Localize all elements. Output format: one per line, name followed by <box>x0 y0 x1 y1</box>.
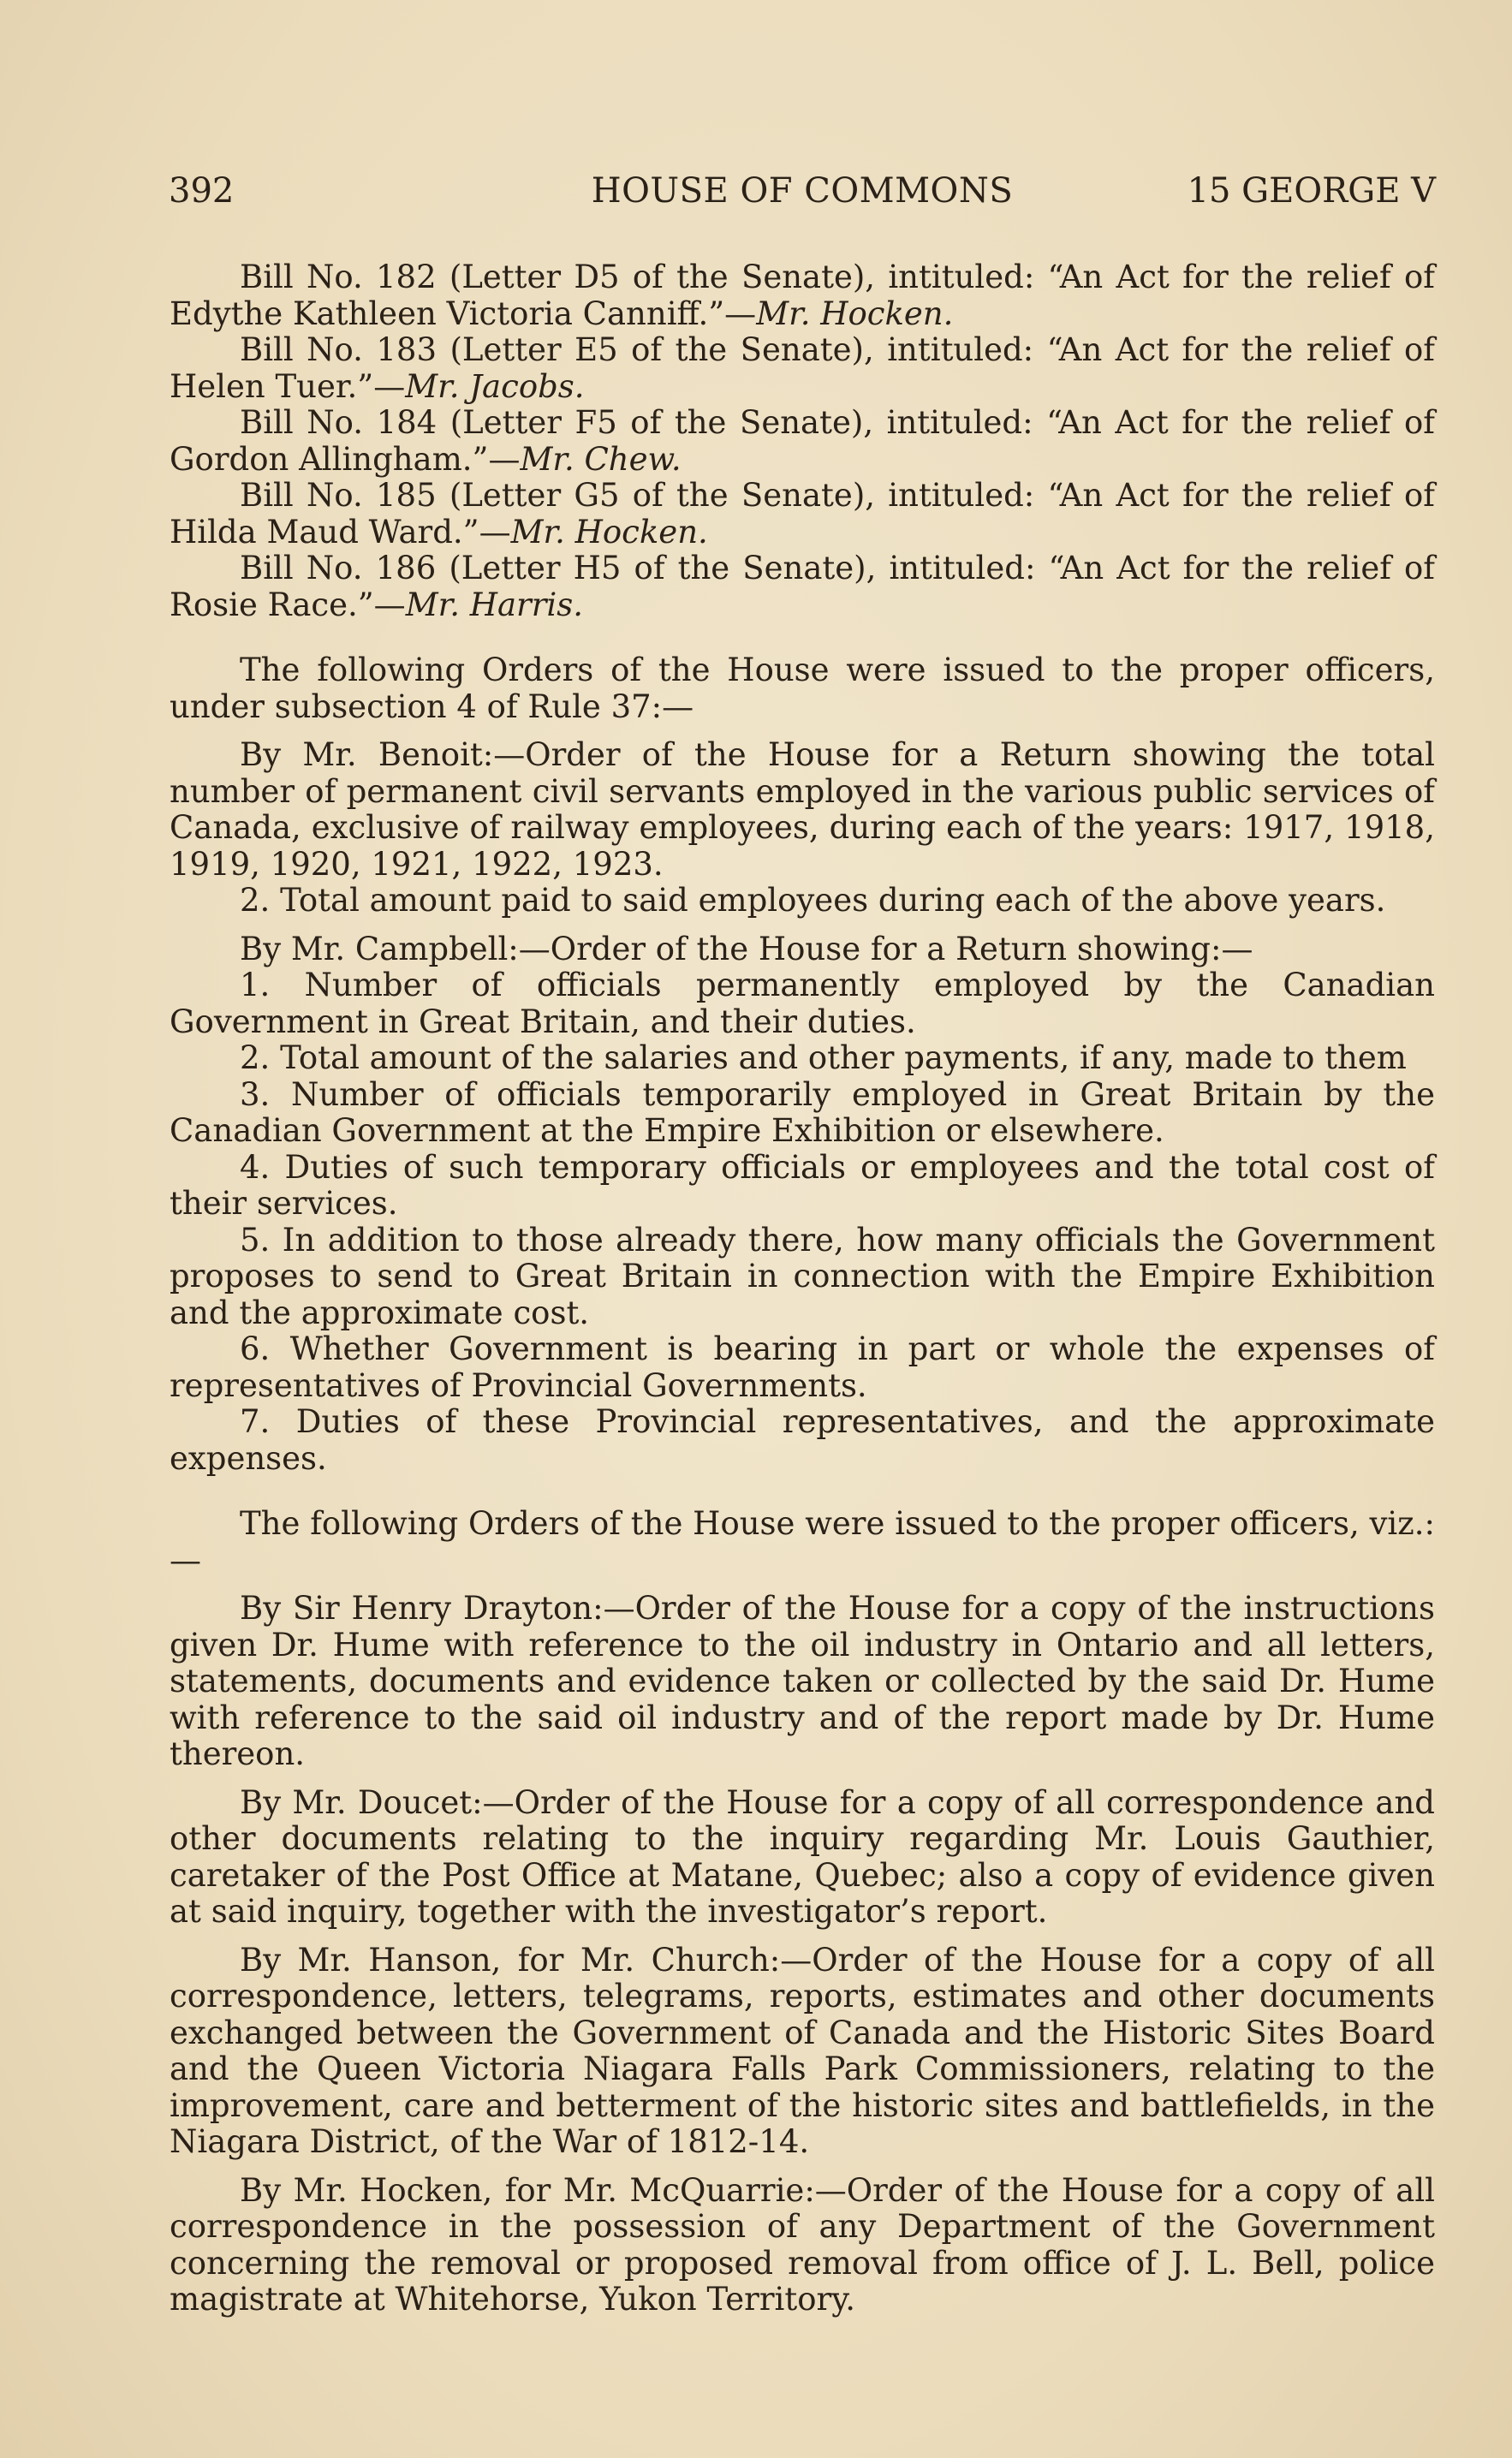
order-doucet: By Mr. Doucet:—Order of the House for a copy of all correspondence and other documents relating to the inquiry regarding Mr. Louis Gauthier, caretaker of the Post Office at Matane, Quebec; also a copy of evidence given at said inquiry, together with the investigator’s report. <box>170 1783 1435 1930</box>
page-title: HOUSE OF COMMONS <box>591 171 1014 211</box>
order-hocken: By Mr. Hocken, for Mr. McQuarrie:—Order of the House for a copy of all correspondence in the possession of any Department of the Government concerning the removal or proposed removal from office of J. L. Bell, police magistrate at Whitehorse, Yukon Territory. <box>170 2171 1435 2318</box>
orders-viz <box>170 1506 1435 2318</box>
page-header <box>169 168 1436 214</box>
order-item: 5. In addition to those already there, how many officials the Government proposes to send to Great Britain in connection with the Empire Exhibition and the approximate cost. <box>170 1221 1435 1331</box>
bills-list <box>170 259 1435 623</box>
orders-rule-37 <box>170 652 1435 1477</box>
order-item: 3. Number of officials temporarily employed in Great Britain by the Canadian Government at the Empire Exhibition or elsewhere. <box>170 1075 1435 1149</box>
order-drayton: By Sir Henry Drayton:—Order of the House for a copy of the instructions given Dr. Hume with reference to the oil industry in Ontario and all letters, statements, documents and evidence taken or collected by the said Dr. Hume with reference to the said oil industry and of the report made by Dr. Hume thereon. <box>170 1590 1435 1772</box>
order-item: 2. Total amount of the salaries and other payments, if any, made to them <box>240 1039 1407 1076</box>
bill-member: Mr. Hocken. <box>510 513 708 551</box>
bill-entry: Bill No. 182 (Letter D5 of the Senate), intituled: “An Act for the relief of Edythe Kathleen Victoria Canniff.”—Mr. Hocken. <box>170 259 1435 332</box>
order-item: 1. Number of officials permanently employed by the Canadian Government in Great Britain, and their duties. <box>170 967 1435 1040</box>
bill-entry: Bill No. 183 (Letter E5 of the Senate), intituled: “An Act for the relief of Helen Tuer.”—Mr. Jacobs. <box>170 331 1435 405</box>
bill-member: Mr. Harris. <box>405 586 583 623</box>
order-campbell: By Mr. Campbell:—Order of the House for a Return showing:— <box>240 930 1253 967</box>
order-item: 7. Duties of these Provincial representatives, and the approximate expenses. <box>170 1403 1435 1477</box>
bill-entry: Bill No. 185 (Letter G5 of the Senate), intituled: “An Act for the relief of Hilda Maud Ward.”—Mr. Hocken. <box>170 477 1435 551</box>
order-item: 6. Whether Government is bearing in part or whole the expenses of representatives of Provincial Governments. <box>170 1330 1435 1404</box>
bill-member: Mr. Hocken. <box>756 295 954 332</box>
page-number: 392 <box>169 171 235 211</box>
order-hanson: By Mr. Hanson, for Mr. Church:—Order of the House for a copy of all correspondence, letters, telegrams, reports, estimates and other documents exchanged between the Government of Canada and the Historic Sites Board and the Queen Victoria Niagara Falls Park Commissioners, relating to the improvement, care and betterment of the historic sites and battlefields, in the Niagara District, of the War of 1812-14. <box>170 1941 1435 2160</box>
bill-member: Mr. Chew. <box>520 440 682 478</box>
page-body <box>170 259 1435 2318</box>
bill-entry: Bill No. 184 (Letter F5 of the Senate), intituled: “An Act for the relief of Gordon Allingham.”—Mr. Chew. <box>170 404 1435 478</box>
section-intro: The following Orders of the House were issued to the proper officers, under subsection 4 of Rule 37:— <box>170 652 1435 725</box>
order-item: 4. Duties of such temporary officials or employees and the total cost of their services. <box>170 1148 1435 1222</box>
order-item: 2. Total amount paid to said employees during each of the above years. <box>240 882 1386 919</box>
bill-entry: Bill No. 186 (Letter H5 of the Senate), intituled: “An Act for the relief of Rosie Race.”—Mr. Harris. <box>170 550 1435 623</box>
reign-year: 15 GEORGE V <box>1187 171 1436 211</box>
bill-member: Mr. Jacobs. <box>405 367 585 405</box>
section-intro: The following Orders of the House were issued to the proper officers, viz.:— <box>170 1505 1435 1579</box>
order-benoit: By Mr. Benoit:—Order of the House for a Return showing the total number of permanent civil servants employed in the various public services of Canada, exclusive of railway employees, during each of the years: 1917, 1918, 1919, 1920, 1921, 1922, 1923. <box>170 736 1435 883</box>
